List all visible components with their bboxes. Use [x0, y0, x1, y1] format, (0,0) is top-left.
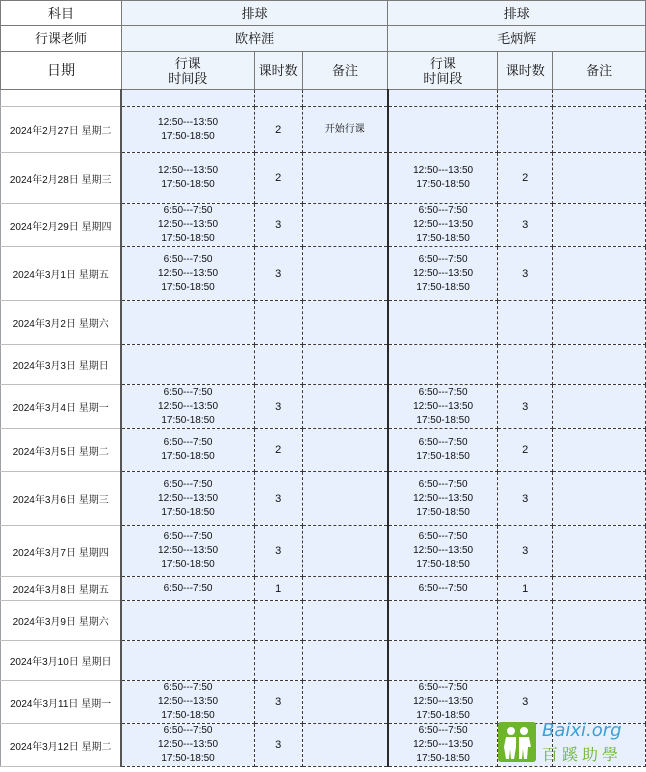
note-cell-2: [553, 472, 646, 526]
time-cell-1: [121, 577, 254, 601]
time-slot: 17:50-18:50: [416, 753, 470, 764]
col-hours-1: 课时数: [254, 52, 302, 90]
hours-cell-1: 3: [254, 526, 302, 577]
time-cell-1: [121, 301, 254, 345]
time-slot: 17:50-18:50: [161, 179, 215, 190]
time-cell-1: [121, 107, 254, 153]
time-slot: 6:50---7:50: [418, 682, 468, 693]
time-slot: 17:50-18:50: [161, 130, 215, 142]
hours-cell-1: 3: [254, 472, 302, 526]
date-cell: 2024年3月11日 星期一: [1, 681, 122, 724]
date-cell: 2024年3月10日 星期日: [1, 641, 122, 681]
table-row: [1, 204, 646, 247]
hours-cell-2: [498, 107, 553, 153]
time-cell-2: [388, 301, 498, 345]
time-slot: 12:50---13:50: [158, 400, 219, 412]
table-row: [1, 472, 646, 526]
time-slot: 17:50-18:50: [416, 233, 470, 244]
time-slot: 12:50---13:50: [158, 267, 219, 279]
time-slot: 17:50-18:50: [416, 559, 470, 570]
date-cell: 2024年3月9日 星期六: [1, 601, 122, 641]
time-slot: 6:50---7:50: [418, 478, 468, 490]
note-cell-2: [553, 429, 646, 472]
date-cell: 2024年3月6日 星期三: [1, 472, 122, 526]
time-slot: 6:50---7:50: [418, 437, 468, 448]
time-slot: 6:50---7:50: [163, 531, 213, 542]
date-cell: 2024年2月28日 星期三: [1, 153, 122, 204]
time-slot: 6:50---7:50: [163, 725, 213, 736]
note-cell-2: [553, 385, 646, 429]
hours-cell-1: [254, 641, 302, 681]
time-slot: 17:50-18:50: [416, 281, 470, 293]
hours-cell-2: 3: [498, 247, 553, 301]
hours-cell-2: 2: [498, 153, 553, 204]
date-cell: 2024年3月3日 星期日: [1, 345, 122, 385]
table-row: [1, 153, 646, 204]
time-cell-2: [388, 577, 498, 601]
hours-cell-2: 2: [498, 429, 553, 472]
time-cell-2: [388, 429, 498, 472]
note-cell-2: [553, 153, 646, 204]
time-slot: 12:50---13:50: [158, 739, 219, 750]
hours-cell-1: 1: [254, 577, 302, 601]
teacher-row: [1, 26, 646, 52]
time-slot: 12:50---13:50: [158, 116, 219, 128]
table-row: [1, 247, 646, 301]
time-cell-1: [121, 641, 254, 681]
time-cell-1: [121, 681, 254, 724]
watermark-site: Baixi.org: [542, 720, 622, 741]
subject-label: 科目: [1, 1, 122, 26]
date-label: 日期: [1, 52, 122, 90]
time-slot: 12:50---13:50: [158, 492, 219, 504]
time-cell-1: [121, 204, 254, 247]
teacher-label: 行课老师: [1, 26, 122, 52]
note-cell-2: [553, 577, 646, 601]
time-slot: 12:50---13:50: [413, 400, 474, 412]
hours-cell-2: [498, 345, 553, 385]
date-cell: 2024年3月8日 星期五: [1, 577, 122, 601]
note-cell-2: [553, 247, 646, 301]
time-slot: 6:50---7:50: [418, 725, 468, 736]
time-cell-2: [388, 204, 498, 247]
time-slot: 17:50-18:50: [161, 233, 215, 244]
column-header-row: [1, 52, 646, 90]
time-cell-2: [388, 526, 498, 577]
note-cell-1: [302, 429, 388, 472]
date-cell: 2024年2月27日 星期二: [1, 107, 122, 153]
col-note-1: 备注: [302, 52, 388, 90]
table-row: [1, 429, 646, 472]
time-slot: 17:50-18:50: [416, 414, 470, 426]
note-cell-1: [302, 153, 388, 204]
time-cell-2: [388, 345, 498, 385]
note-cell-2: [553, 526, 646, 577]
time-slot: 17:50-18:50: [161, 451, 215, 462]
hours-cell-1: 3: [254, 385, 302, 429]
hours-cell-1: 2: [254, 429, 302, 472]
subject-row: [1, 1, 646, 26]
time-slot: 12:50---13:50: [158, 165, 219, 176]
time-cell-2: [388, 385, 498, 429]
table-row: [1, 681, 646, 724]
time-slot: 12:50---13:50: [413, 267, 474, 279]
date-cell: 2024年3月5日 星期二: [1, 429, 122, 472]
watermark-name: 百蹊助學: [542, 745, 623, 764]
time-slot: 17:50-18:50: [161, 710, 215, 721]
time-slot: 17:50-18:50: [416, 179, 470, 190]
time-cell-1: [121, 526, 254, 577]
table-row: [1, 526, 646, 577]
note-cell-2: [553, 681, 646, 724]
time-slot: 17:50-18:50: [161, 506, 215, 518]
table-row: [1, 345, 646, 385]
teacher-1: 欧梓涯: [121, 26, 388, 52]
date-cell: 2024年3月4日 星期一: [1, 385, 122, 429]
hours-cell-1: 3: [254, 204, 302, 247]
hours-cell-1: [254, 345, 302, 385]
note-cell-1: [302, 526, 388, 577]
time-slot: 12:50---13:50: [413, 739, 474, 750]
time-cell-2: [388, 681, 498, 724]
date-cell: 2024年3月7日 星期四: [1, 526, 122, 577]
time-slot: 12:50---13:50: [413, 219, 474, 230]
subject-2: 排球: [388, 1, 646, 26]
time-cell-1: [121, 345, 254, 385]
note-cell-1: [302, 577, 388, 601]
time-cell-1: [121, 472, 254, 526]
note-cell-2: [553, 204, 646, 247]
time-slot: 6:50---7:50: [418, 531, 468, 542]
time-cell-1: [121, 247, 254, 301]
time-cell-2: [388, 472, 498, 526]
time-slot: 6:50---7:50: [163, 253, 213, 265]
time-cell-1: [121, 724, 254, 767]
time-slot: 6:50---7:50: [163, 582, 213, 594]
time-slot: 6:50---7:50: [163, 437, 213, 448]
time-slot: 6:50---7:50: [418, 582, 468, 594]
time-slot: 12:50---13:50: [413, 545, 474, 556]
date-cell: 2024年2月29日 星期四: [1, 204, 122, 247]
time-slot: 6:50---7:50: [163, 205, 213, 216]
note-cell-2: [553, 601, 646, 641]
time-cell-1: [121, 385, 254, 429]
time-slot: 12:50---13:50: [413, 165, 474, 176]
hours-cell-2: [498, 601, 553, 641]
note-cell-1: [302, 601, 388, 641]
watermark-logo: [498, 720, 640, 766]
time-cell-2: [388, 107, 498, 153]
note-cell-1: [302, 301, 388, 345]
col-note-2: 备注: [553, 52, 646, 90]
table-row: [1, 301, 646, 345]
table-row: [1, 577, 646, 601]
time-slot: 12:50---13:50: [158, 696, 219, 707]
note-cell-1: [302, 472, 388, 526]
time-slot: 12:50---13:50: [413, 696, 474, 707]
table-row: [1, 641, 646, 681]
note-cell-1: [302, 345, 388, 385]
hours-cell-1: 3: [254, 681, 302, 724]
note-cell-2: [553, 107, 646, 153]
table-row: [1, 107, 646, 153]
hours-cell-2: 1: [498, 577, 553, 601]
hours-cell-2: 3: [498, 526, 553, 577]
time-cell-2: [388, 641, 498, 681]
date-cell: 2024年3月12日 星期二: [1, 724, 122, 767]
spacer-row: [1, 90, 646, 107]
time-slot: 6:50---7:50: [163, 478, 213, 490]
time-slot: 6:50---7:50: [163, 682, 213, 693]
col-time-1: 行课 时间段: [121, 52, 254, 90]
hours-cell-2: 3: [498, 204, 553, 247]
col-hours-2: 课时数: [498, 52, 553, 90]
time-slot: 6:50---7:50: [418, 253, 468, 265]
note-cell-1: [302, 681, 388, 724]
table-row: [1, 385, 646, 429]
note-cell-1: [302, 385, 388, 429]
time-slot: 6:50---7:50: [163, 386, 213, 398]
table-row: [1, 601, 646, 641]
date-cell: 2024年3月1日 星期五: [1, 247, 122, 301]
note-cell-1: [302, 724, 388, 767]
hours-cell-1: 3: [254, 247, 302, 301]
note-cell-2: [553, 301, 646, 345]
note-cell-1: 开始行课: [302, 107, 388, 153]
time-slot: 17:50-18:50: [161, 414, 215, 426]
note-cell-1: [302, 247, 388, 301]
note-cell-2: [553, 345, 646, 385]
time-cell-2: [388, 724, 498, 767]
time-cell-2: [388, 153, 498, 204]
time-cell-1: [121, 429, 254, 472]
time-cell-1: [121, 601, 254, 641]
time-cell-2: [388, 601, 498, 641]
people-icon: [498, 722, 536, 762]
time-slot: 17:50-18:50: [416, 506, 470, 518]
time-slot: 17:50-18:50: [416, 451, 470, 462]
time-slot: 12:50---13:50: [158, 545, 219, 556]
note-cell-2: [553, 641, 646, 681]
note-cell-1: [302, 204, 388, 247]
time-slot: 6:50---7:50: [418, 205, 468, 216]
time-slot: 12:50---13:50: [158, 219, 219, 230]
hours-cell-1: [254, 301, 302, 345]
time-slot: 17:50-18:50: [416, 710, 470, 721]
time-slot: 17:50-18:50: [161, 281, 215, 293]
hours-cell-1: 2: [254, 107, 302, 153]
time-cell-2: [388, 247, 498, 301]
hours-cell-2: 3: [498, 472, 553, 526]
time-slot: 17:50-18:50: [161, 559, 215, 570]
hours-cell-2: [498, 301, 553, 345]
note-cell-1: [302, 641, 388, 681]
hours-cell-1: 2: [254, 153, 302, 204]
time-slot: 12:50---13:50: [413, 492, 474, 504]
hours-cell-2: [498, 641, 553, 681]
hours-cell-2: 3: [498, 385, 553, 429]
date-cell: 2024年3月2日 星期六: [1, 301, 122, 345]
col-time-2: 行课 时间段: [388, 52, 498, 90]
time-slot: 17:50-18:50: [161, 753, 215, 764]
subject-1: 排球: [121, 1, 388, 26]
teacher-2: 毛炳辉: [388, 26, 646, 52]
hours-cell-1: 3: [254, 724, 302, 767]
time-cell-1: [121, 153, 254, 204]
hours-cell-2: 3: [498, 681, 553, 724]
hours-cell-1: [254, 601, 302, 641]
time-slot: 6:50---7:50: [418, 386, 468, 398]
